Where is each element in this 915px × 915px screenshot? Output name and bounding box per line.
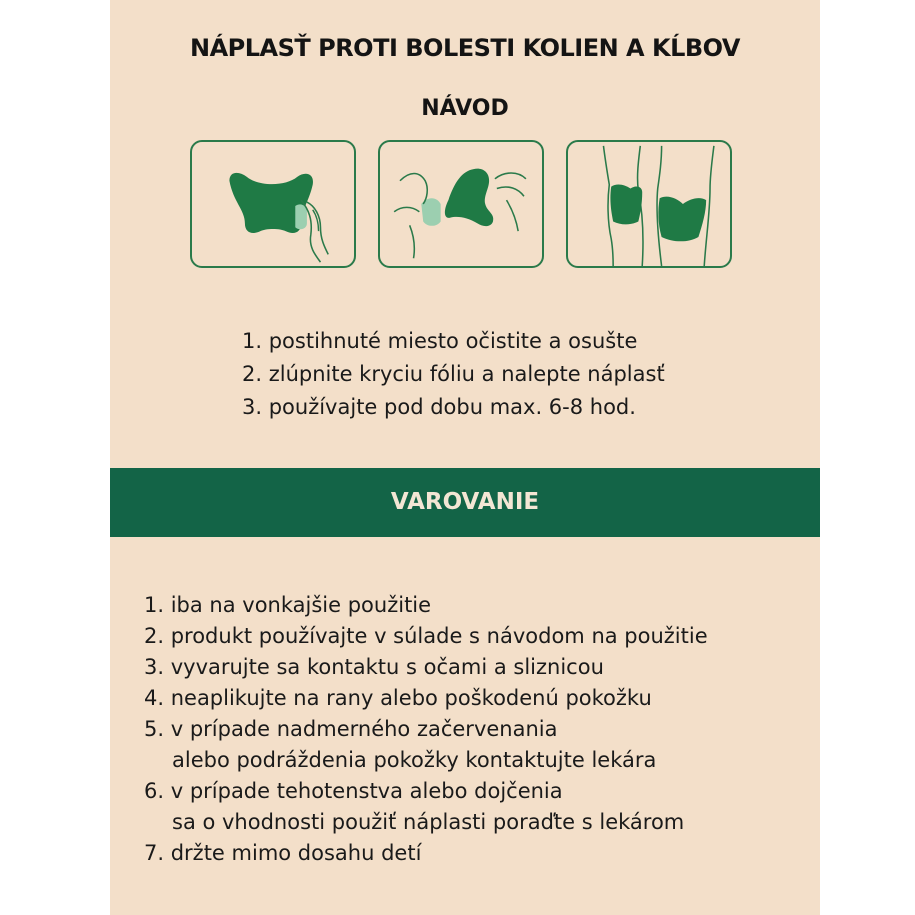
instruction-item: 3. používajte pod dobu max. 6-8 hod. [242, 395, 636, 419]
instruction-item: 1. postihnuté miesto očistite a osušte [242, 329, 638, 353]
warning-banner [110, 468, 820, 537]
warning-text: 1. iba na vonkajšie použitie [144, 593, 432, 617]
warning-text: 6. v prípade tehotenstva alebo dojčenia [144, 779, 563, 803]
section-title-instructions: NÁVOD [421, 96, 509, 121]
step-illustrations [190, 140, 736, 272]
warning-text-continued: alebo podráždenia pokožky kontaktujte lekára [172, 748, 657, 772]
warning-item [144, 652, 814, 683]
warning-text: 5. v prípade nadmerného začervenania [144, 717, 558, 741]
warning-item [144, 714, 814, 776]
warning-item [144, 621, 814, 652]
warning-item [144, 590, 814, 621]
instruction-item: 2. zlúpnite kryciu fóliu a nalepte náplasť [242, 362, 665, 386]
warning-text: 3. vyvarujte sa kontaktu s očami a sliznicou [144, 655, 604, 679]
patch-peel-icon [190, 140, 356, 268]
page-title: NÁPLASŤ PROTI BOLESTI KOLIEN A KĹBOV [189, 34, 740, 62]
warning-item [144, 838, 814, 869]
warning-item [144, 683, 814, 714]
warning-text-continued: sa o vhodnosti použiť náplasti poraďte s lekárom [172, 810, 685, 834]
patch-apply-icon [378, 140, 544, 268]
knee-patch-icon [566, 140, 732, 268]
warning-text: 2. produkt používajte v súlade s návodom na použitie [144, 624, 708, 648]
instruction-sheet [110, 0, 820, 915]
warning-list [144, 590, 814, 869]
warning-item [144, 776, 814, 838]
instruction-list [242, 325, 802, 424]
warning-title: VAROVANIE [390, 489, 540, 515]
warning-text: 4. neaplikujte na rany alebo poškodenú pokožku [144, 686, 652, 710]
warning-text: 7. držte mimo dosahu detí [144, 841, 422, 865]
